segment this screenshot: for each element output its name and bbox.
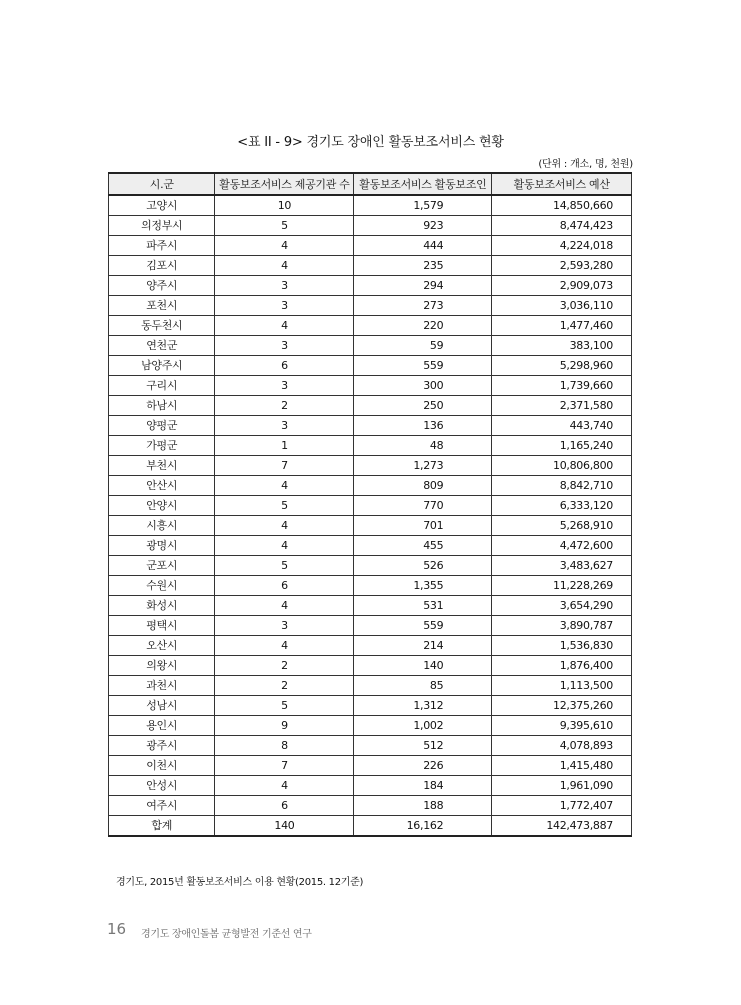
table-row xyxy=(109,776,632,796)
cell-budget: 2,909,073 xyxy=(492,276,632,296)
cell-budget: 5,268,910 xyxy=(492,516,632,536)
cell-provider-count: 10 xyxy=(215,195,354,216)
table-row xyxy=(109,516,632,536)
cell-budget: 383,100 xyxy=(492,336,632,356)
table-row xyxy=(109,416,632,436)
cell-provider-count: 4 xyxy=(215,476,354,496)
cell-region: 합계 xyxy=(109,816,215,837)
cell-provider-count: 4 xyxy=(215,776,354,796)
table-row xyxy=(109,756,632,776)
running-title: 경기도 장애인돌봄 균형발전 기준선 연구 xyxy=(141,929,312,940)
cell-region: 김포시 xyxy=(109,256,215,276)
cell-assistant-count: 220 xyxy=(354,316,492,336)
header-region: 시.군 xyxy=(109,173,215,195)
cell-assistant-count: 526 xyxy=(354,556,492,576)
cell-provider-count: 3 xyxy=(215,276,354,296)
cell-assistant-count: 923 xyxy=(354,216,492,236)
cell-region: 평택시 xyxy=(109,616,215,636)
cell-assistant-count: 59 xyxy=(354,336,492,356)
cell-provider-count: 6 xyxy=(215,796,354,816)
cell-budget: 1,165,240 xyxy=(492,436,632,456)
cell-budget: 1,876,400 xyxy=(492,656,632,676)
cell-budget: 8,474,423 xyxy=(492,216,632,236)
cell-budget: 443,740 xyxy=(492,416,632,436)
cell-provider-count: 3 xyxy=(215,296,354,316)
cell-provider-count: 2 xyxy=(215,396,354,416)
cell-budget: 1,739,660 xyxy=(492,376,632,396)
cell-provider-count: 4 xyxy=(215,236,354,256)
table-row xyxy=(109,496,632,516)
cell-provider-count: 7 xyxy=(215,456,354,476)
cell-region: 양주시 xyxy=(109,276,215,296)
cell-budget: 1,772,407 xyxy=(492,796,632,816)
cell-provider-count: 5 xyxy=(215,496,354,516)
cell-budget: 4,472,600 xyxy=(492,536,632,556)
cell-region: 과천시 xyxy=(109,676,215,696)
cell-assistant-count: 48 xyxy=(354,436,492,456)
table-row xyxy=(109,596,632,616)
table-row xyxy=(109,796,632,816)
table-row xyxy=(109,676,632,696)
table-row xyxy=(109,376,632,396)
cell-assistant-count: 250 xyxy=(354,396,492,416)
cell-assistant-count: 1,273 xyxy=(354,456,492,476)
cell-assistant-count: 85 xyxy=(354,676,492,696)
cell-region: 안성시 xyxy=(109,776,215,796)
cell-assistant-count: 235 xyxy=(354,256,492,276)
cell-budget: 1,415,480 xyxy=(492,756,632,776)
table-row xyxy=(109,396,632,416)
cell-assistant-count: 444 xyxy=(354,236,492,256)
cell-provider-count: 4 xyxy=(215,596,354,616)
cell-region: 시흥시 xyxy=(109,516,215,536)
table-row xyxy=(109,536,632,556)
cell-region: 광명시 xyxy=(109,536,215,556)
cell-budget: 5,298,960 xyxy=(492,356,632,376)
cell-assistant-count: 455 xyxy=(354,536,492,556)
cell-region: 가평군 xyxy=(109,436,215,456)
cell-budget: 1,961,090 xyxy=(492,776,632,796)
cell-budget: 3,654,290 xyxy=(492,596,632,616)
table-row xyxy=(109,476,632,496)
table-header-row xyxy=(109,173,632,195)
cell-provider-count: 2 xyxy=(215,656,354,676)
cell-provider-count: 3 xyxy=(215,376,354,396)
cell-region: 군포시 xyxy=(109,556,215,576)
table-title: <표 II - 9> 경기도 장애인 활동보조서비스 현황 xyxy=(237,135,504,150)
cell-budget: 2,371,580 xyxy=(492,396,632,416)
cell-provider-count: 7 xyxy=(215,756,354,776)
table-row xyxy=(109,336,632,356)
cell-budget: 9,395,610 xyxy=(492,716,632,736)
cell-provider-count: 6 xyxy=(215,576,354,596)
cell-region: 안양시 xyxy=(109,496,215,516)
cell-assistant-count: 1,579 xyxy=(354,195,492,216)
cell-region: 여주시 xyxy=(109,796,215,816)
cell-region: 고양시 xyxy=(109,195,215,216)
table-row xyxy=(109,296,632,316)
cell-provider-count: 8 xyxy=(215,736,354,756)
cell-assistant-count: 1,355 xyxy=(354,576,492,596)
cell-region: 성남시 xyxy=(109,696,215,716)
cell-provider-count: 140 xyxy=(215,816,354,837)
cell-region: 연천군 xyxy=(109,336,215,356)
cell-budget: 12,375,260 xyxy=(492,696,632,716)
cell-budget: 11,228,269 xyxy=(492,576,632,596)
cell-budget: 10,806,800 xyxy=(492,456,632,476)
cell-budget: 8,842,710 xyxy=(492,476,632,496)
cell-provider-count: 6 xyxy=(215,356,354,376)
cell-provider-count: 4 xyxy=(215,516,354,536)
cell-region: 용인시 xyxy=(109,716,215,736)
table-row xyxy=(109,736,632,756)
table-unit-note: (단위 : 개소, 명, 천원) xyxy=(538,159,633,170)
table-row xyxy=(109,576,632,596)
table-row xyxy=(109,436,632,456)
cell-budget: 6,333,120 xyxy=(492,496,632,516)
table-row xyxy=(109,616,632,636)
cell-provider-count: 2 xyxy=(215,676,354,696)
page-number: 16 xyxy=(107,920,127,938)
cell-provider-count: 3 xyxy=(215,416,354,436)
cell-region: 남양주시 xyxy=(109,356,215,376)
cell-budget: 1,477,460 xyxy=(492,316,632,336)
cell-region: 광주시 xyxy=(109,736,215,756)
cell-assistant-count: 1,002 xyxy=(354,716,492,736)
cell-assistant-count: 701 xyxy=(354,516,492,536)
cell-assistant-count: 559 xyxy=(354,356,492,376)
cell-region: 의왕시 xyxy=(109,656,215,676)
cell-provider-count: 4 xyxy=(215,316,354,336)
cell-region: 포천시 xyxy=(109,296,215,316)
cell-region: 양평군 xyxy=(109,416,215,436)
cell-budget: 2,593,280 xyxy=(492,256,632,276)
cell-assistant-count: 273 xyxy=(354,296,492,316)
cell-provider-count: 4 xyxy=(215,636,354,656)
cell-assistant-count: 770 xyxy=(354,496,492,516)
cell-budget: 1,536,830 xyxy=(492,636,632,656)
table-row xyxy=(109,276,632,296)
cell-provider-count: 3 xyxy=(215,616,354,636)
cell-budget: 4,078,893 xyxy=(492,736,632,756)
cell-region: 오산시 xyxy=(109,636,215,656)
cell-region: 파주시 xyxy=(109,236,215,256)
cell-provider-count: 9 xyxy=(215,716,354,736)
cell-assistant-count: 16,162 xyxy=(354,816,492,837)
cell-assistant-count: 136 xyxy=(354,416,492,436)
cell-assistant-count: 214 xyxy=(354,636,492,656)
cell-assistant-count: 140 xyxy=(354,656,492,676)
cell-assistant-count: 809 xyxy=(354,476,492,496)
table-total-row xyxy=(109,816,632,837)
cell-assistant-count: 531 xyxy=(354,596,492,616)
table-row xyxy=(109,656,632,676)
cell-budget: 4,224,018 xyxy=(492,236,632,256)
cell-assistant-count: 559 xyxy=(354,616,492,636)
cell-provider-count: 4 xyxy=(215,256,354,276)
cell-assistant-count: 226 xyxy=(354,756,492,776)
cell-region: 구리시 xyxy=(109,376,215,396)
cell-budget: 1,113,500 xyxy=(492,676,632,696)
table-row xyxy=(109,216,632,236)
cell-region: 화성시 xyxy=(109,596,215,616)
table-row xyxy=(109,456,632,476)
header-budget: 활동보조서비스 예산 xyxy=(492,173,632,195)
table-body xyxy=(109,195,632,836)
cell-region: 수원시 xyxy=(109,576,215,596)
cell-assistant-count: 294 xyxy=(354,276,492,296)
cell-assistant-count: 184 xyxy=(354,776,492,796)
header-provider-count: 활동보조서비스 제공기관 수 xyxy=(215,173,354,195)
table-row xyxy=(109,256,632,276)
table-row xyxy=(109,636,632,656)
table-row xyxy=(109,556,632,576)
cell-provider-count: 4 xyxy=(215,536,354,556)
cell-region: 하남시 xyxy=(109,396,215,416)
table-row xyxy=(109,195,632,216)
cell-budget: 14,850,660 xyxy=(492,195,632,216)
cell-region: 이천시 xyxy=(109,756,215,776)
cell-budget: 3,483,627 xyxy=(492,556,632,576)
cell-provider-count: 1 xyxy=(215,436,354,456)
cell-assistant-count: 512 xyxy=(354,736,492,756)
table-row xyxy=(109,716,632,736)
table-source-note: 경기도, 2015년 활동보조서비스 이용 현황(2015. 12기준) xyxy=(116,877,364,888)
cell-region: 의정부시 xyxy=(109,216,215,236)
cell-assistant-count: 188 xyxy=(354,796,492,816)
disability-service-table xyxy=(108,172,632,837)
table-row xyxy=(109,316,632,336)
cell-provider-count: 5 xyxy=(215,556,354,576)
cell-assistant-count: 1,312 xyxy=(354,696,492,716)
cell-budget: 3,890,787 xyxy=(492,616,632,636)
header-assistant-count: 활동보조서비스 활동보조인 xyxy=(354,173,492,195)
cell-provider-count: 5 xyxy=(215,696,354,716)
cell-region: 안산시 xyxy=(109,476,215,496)
table-row xyxy=(109,236,632,256)
cell-provider-count: 5 xyxy=(215,216,354,236)
cell-region: 동두천시 xyxy=(109,316,215,336)
cell-budget: 142,473,887 xyxy=(492,816,632,837)
table-row xyxy=(109,356,632,376)
cell-region: 부천시 xyxy=(109,456,215,476)
cell-budget: 3,036,110 xyxy=(492,296,632,316)
cell-assistant-count: 300 xyxy=(354,376,492,396)
cell-provider-count: 3 xyxy=(215,336,354,356)
table-row xyxy=(109,696,632,716)
